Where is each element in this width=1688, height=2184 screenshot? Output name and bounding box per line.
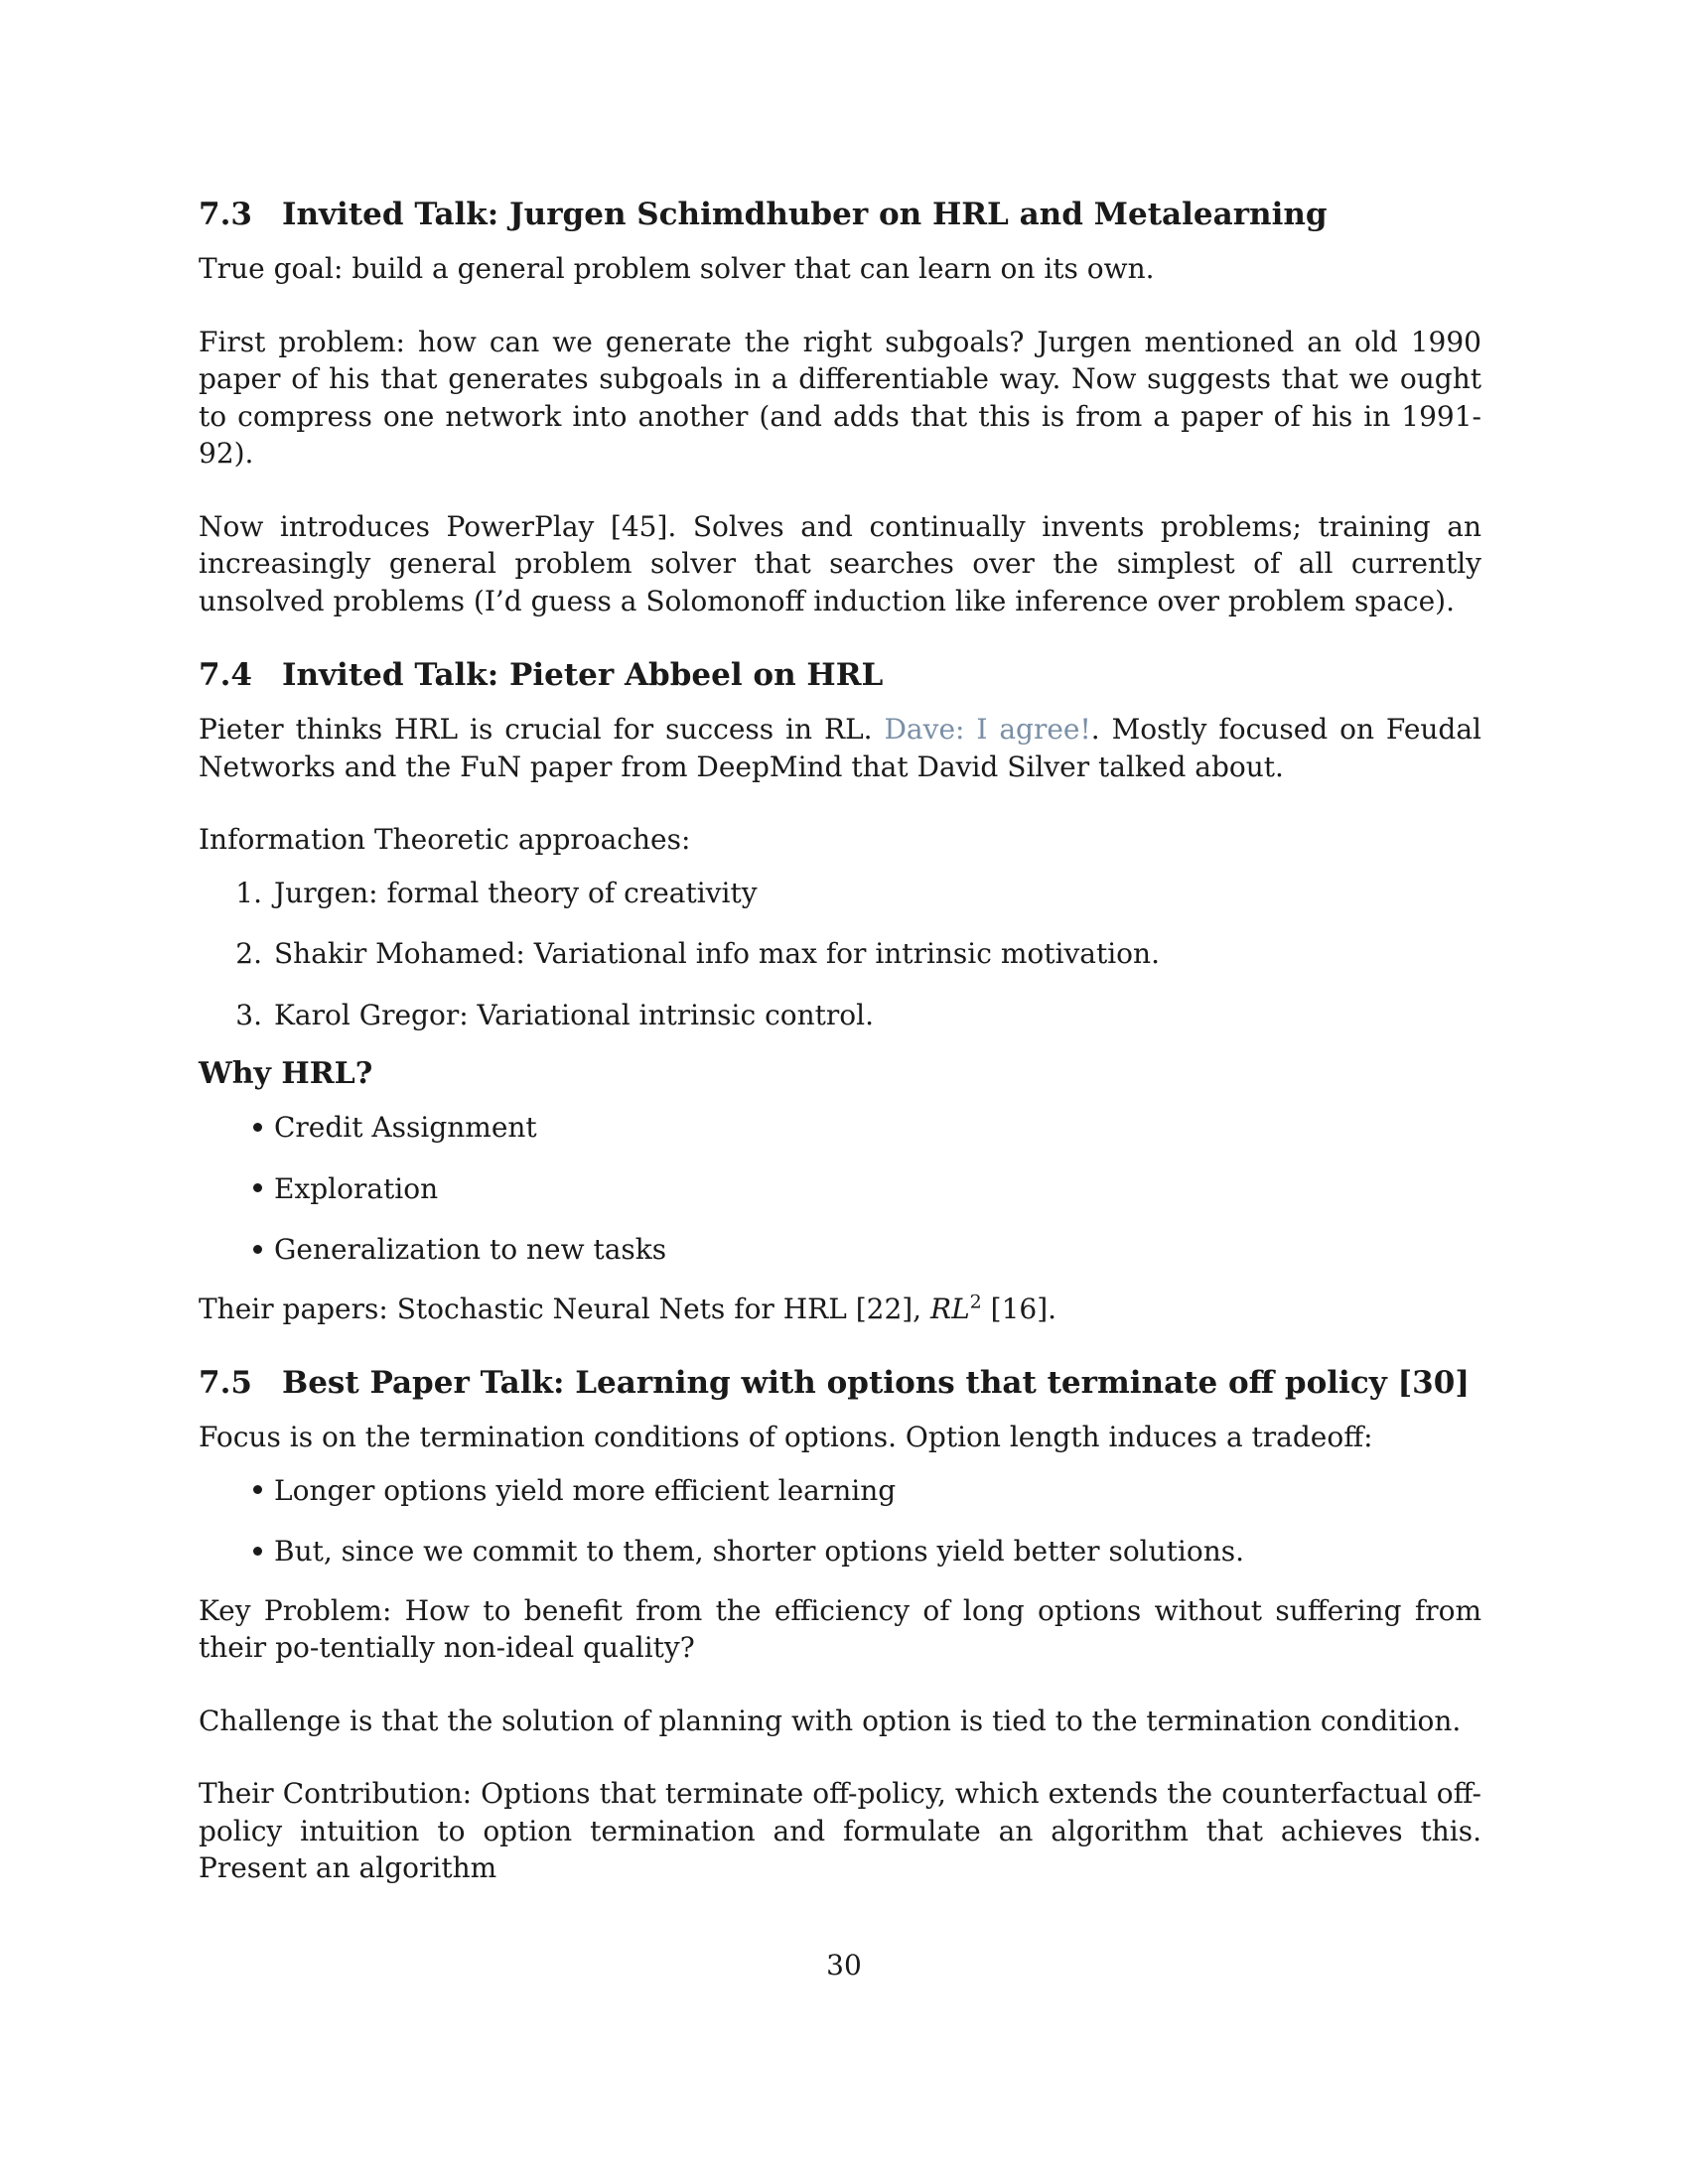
list-marker: 2.	[235, 937, 262, 970]
list-marker: 3.	[235, 998, 262, 1031]
why-hrl-list	[199, 1109, 1481, 1269]
paragraph: First problem: how can we generate the right subgoals? Jurgen mentioned an old 1990 paper of his that generates subgoals in a differentiable way. Now suggests that we ought to compress one network into another (and adds that this is from a paper of his in 1991-92).	[199, 325, 1481, 470]
paragraph: Key Problem: How to benefit from the efficiency of long options without suffering from their po-tentially non-ideal quality?	[199, 1593, 1481, 1664]
section-number: 7.3	[199, 197, 252, 232]
math-rl: RL	[929, 1292, 970, 1325]
list-item-text: Karol Gregor: Variational intrinsic control.	[274, 998, 874, 1031]
paragraph: Focus is on the termination conditions of options. Option length induces a tradeoff:	[199, 1421, 1373, 1453]
math-superscript: 2	[969, 1291, 982, 1313]
bullet-icon	[253, 1183, 262, 1192]
approaches-list	[199, 875, 1481, 1034]
bullet-icon	[253, 1245, 262, 1254]
text-run: [16].	[981, 1292, 1057, 1325]
bullet-marker	[199, 1231, 274, 1269]
paragraph	[199, 1291, 1481, 1328]
list-item	[199, 875, 1481, 912]
bullet-icon	[253, 1123, 262, 1132]
list-item-text: Shakir Mohamed: Variational info max for intrinsic motivation.	[274, 937, 1160, 970]
text-run: Pieter thinks HRL is crucial for success in RL.	[199, 713, 885, 746]
paragraph	[199, 711, 1481, 785]
paragraph: Challenge is that the solution of planning with option is tied to the termination condition.	[199, 1704, 1462, 1737]
section-title: Invited Talk: Pieter Abbeel on HRL	[282, 657, 884, 693]
section-heading-7-3	[199, 195, 1481, 234]
paragraph: Now introduces PowerPlay [45]. Solves and continually invents problems; training an increasingly general problem solver that searches over the simplest of all currently unsolved problems (I’d guess a Solomonoff induction like inference over problem space).	[199, 509, 1481, 617]
list-item-text: Credit Assignment	[274, 1111, 537, 1144]
list-item-text: Longer options yield more efficient learning	[274, 1473, 897, 1507]
paragraph: True goal: build a general problem solver that can learn on its own.	[199, 252, 1155, 285]
list-marker: 1.	[235, 876, 262, 909]
section-number: 7.5	[199, 1365, 252, 1401]
bullet-marker	[199, 1533, 274, 1570]
list-item	[199, 997, 1481, 1034]
section-heading-7-5	[199, 1363, 1481, 1403]
section-heading-7-4	[199, 655, 1481, 695]
list-item	[199, 1170, 1481, 1208]
list-item-text: Jurgen: formal theory of creativity	[274, 876, 758, 909]
list-item	[199, 1109, 1481, 1147]
bullet-marker	[199, 1170, 274, 1208]
list-item	[199, 1533, 1481, 1570]
list-item	[199, 1472, 1481, 1510]
list-item-text: Generalization to new tasks	[274, 1233, 667, 1266]
text-run: Their papers: Stochastic Neural Nets for HRL [22],	[199, 1292, 930, 1325]
section-number: 7.4	[199, 657, 252, 693]
list-item	[199, 935, 1481, 973]
bullet-marker	[199, 1472, 274, 1510]
list-item-text: But, since we commit to them, shorter options yield better solutions.	[274, 1535, 1245, 1568]
author-note: Dave: I agree!	[884, 713, 1091, 746]
bullet-icon	[253, 1485, 262, 1494]
section-title: Best Paper Talk: Learning with options that terminate off policy [30]	[282, 1365, 1470, 1401]
page-content	[199, 195, 1481, 1887]
tradeoff-list	[199, 1472, 1481, 1570]
why-hrl-heading: Why HRL?	[199, 1056, 373, 1091]
page-number: 30	[826, 1949, 862, 1981]
section-title: Invited Talk: Jurgen Schimdhuber on HRL and Metalearning	[282, 197, 1328, 232]
text-run: . Mostly focused on Feudal Networks and the FuN paper from DeepMind that David Silver talked about.	[199, 713, 1481, 783]
bullet-marker	[199, 1109, 274, 1147]
bullet-icon	[253, 1547, 262, 1556]
paragraph: Information Theoretic approaches:	[199, 823, 691, 856]
paragraph: Their Contribution: Options that terminate off-policy, which extends the counterfactual off-policy intuition to option termination and formulate an algorithm that achieves this. Present an algorithm	[199, 1777, 1481, 1884]
list-item-text: Exploration	[274, 1171, 439, 1205]
list-item	[199, 1231, 1481, 1269]
